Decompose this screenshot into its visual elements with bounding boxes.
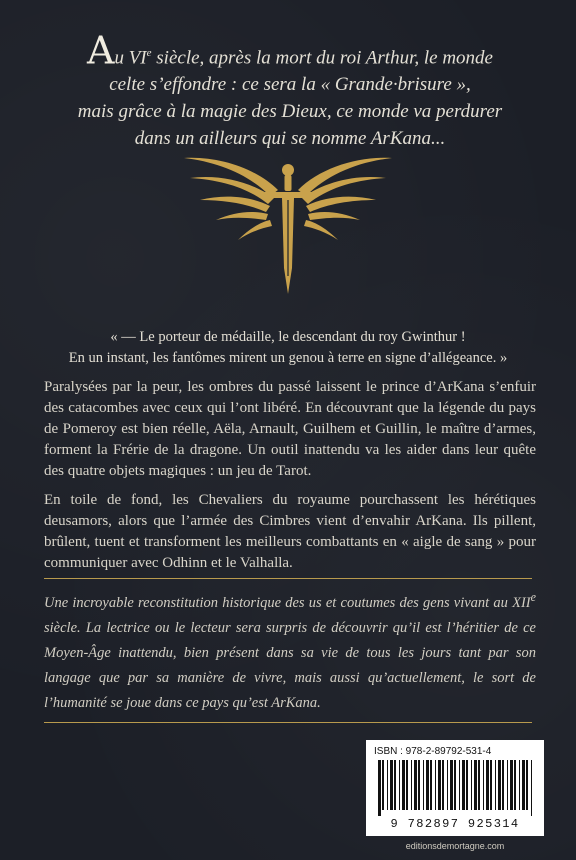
synopsis-paragraph-1: Paralysées par la peur, les ombres du passé laissent le prince d’ArKana s’enfuir des catacombes avec ceux qui l’ont libéré. En découvrant que la légende du pays de Pomeroy est bien réelle, Aëla, Arnault, Guilhem et Guillin, le maître d’armes, forment la Frérie de la dragone. Un outil inattendu va les aider dans leur quête des quatre objets magiques : un jeu de Tarot. [44,379,536,479]
summary-superscript: e [530,590,536,604]
barcode-digits: 9 782897 925314 [390,817,520,831]
intro-line3: mais grâce à la magie des Dieux, ce monde va perdurer [77,101,503,123]
intro-text [40,28,540,152]
synopsis [44,377,536,582]
intro-line1-part: u VI [114,47,147,69]
isbn-barcode-box [366,740,544,836]
summary-start: Une incroyable reconstitution historique des us et coutumes des gens vivant au XII [44,594,531,611]
intro-superscript: e [146,47,152,59]
synopsis-paragraph-2: En toile de fond, les Chevaliers du royaume pourchassent les hérétiques deusamors, alors que l’armée des Cimbres vient d’envahir ArKana. Ils pillent, brûlent, tuent et transforment les meilleurs combattants en « aigle de sang » pour communiquer avec Odhinn et le Valhalla. [44,492,536,571]
quote-line1: « — Le porteur de médaille, le descendant du roy Gwinthur ! [110,329,466,345]
intro-line4: dans un ailleurs qui se nomme ArKana... [134,128,446,150]
divider-bottom [44,722,532,723]
publisher-website: editionsdemortagne.com [405,841,505,851]
winged-sword-icon [178,148,398,298]
quote-line2: En un instant, les fantômes mirent un genou à terre en signe d’allégeance. » [68,350,508,366]
intro-line1-end: siècle, après la mort du roi Arthur, le monde [151,47,493,69]
summary-end: siècle. La lectrice ou le lecteur sera surpris de découvrir qu’il est l’héritier de ce Moyen-Âge inattendu, bien présent dans sa vie de tous les jours tant par son langage que par sa manière de vivre, mais aussi qu’actuellement, le sort de l’humanité se joue dans ce pays qu’est ArKana. [44,619,536,711]
quote-block [30,327,546,369]
drop-cap: A [87,28,115,73]
divider-top [44,578,532,579]
summary-text [44,585,536,716]
intro-line2: celte s’effondre : ce sera la « Grande·brisure », [109,74,471,96]
barcode-icon [376,760,536,816]
isbn-label: ISBN : 978-2-89792-531-4 [374,746,492,757]
